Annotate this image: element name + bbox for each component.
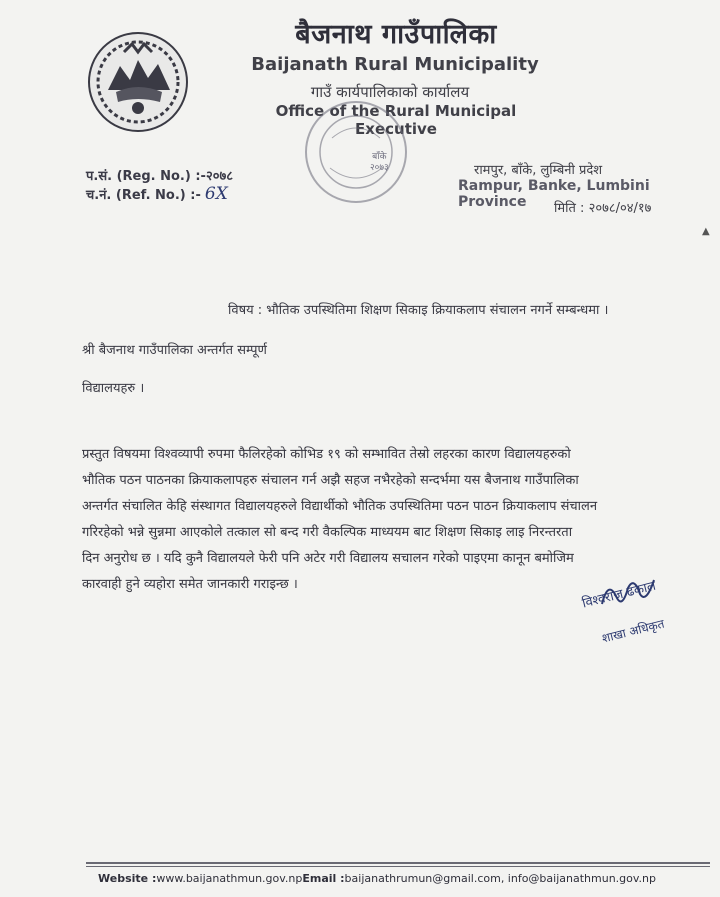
municipality-name-nepali: बैजनाथ गाउँपालिका <box>295 19 497 50</box>
signatory-name: विश्वराज ढकाल <box>580 578 658 612</box>
website-label: Website : <box>98 872 157 885</box>
website-link[interactable]: www.baijanathmun.gov.np <box>156 872 303 885</box>
reg-value: २०७८ <box>205 169 233 184</box>
body-line-6: कारवाही हुने व्यहोरा समेत जानकारी गराइन्छ । <box>82 577 298 592</box>
salutation-line-1: श्री बैजनाथ गाउँपालिका अन्तर्गत सम्पूर्ण <box>82 343 267 358</box>
salutation-line-2: विद्यालयहरु । <box>82 381 145 396</box>
letter-date <box>554 198 651 216</box>
signatory-title: शाखा अधिकृत <box>600 616 666 646</box>
address-english: Rampur, Banke, Lumbini Province <box>458 178 650 210</box>
ref-value: 6X <box>204 184 228 204</box>
reference-number <box>86 184 228 204</box>
municipality-name-english: Baijanath Rural Municipality <box>251 54 539 75</box>
email-label: Email : <box>302 872 345 885</box>
office-name-english: Office of the Rural Municipal Executive <box>275 102 517 138</box>
body-line-5: दिन अनुरोध छ । यदि कुनै विद्यालयले फेरी पनि अटेर गरी विद्यालय सचालन गरेको पाइएमा कानून बमोजिम <box>82 551 574 566</box>
reg-label: प.सं. (Reg. No.) :- <box>86 169 206 184</box>
email-link[interactable]: baijanathrumun@gmail.com, info@baijanathmun.gov.np <box>344 872 656 885</box>
body-line-1: प्रस्तुत विषयमा विश्वव्यापी रुपमा फैलिरहेको कोभिड १९ को सम्भावित तेस्रो लहरका कारण विद्यालयहरुको <box>82 447 571 462</box>
stamp-line-2: २०७३ <box>370 163 389 173</box>
stamp-text <box>370 152 389 174</box>
letter-subject: विषय : भौतिक उपस्थितिमा शिक्षण सिकाइ क्रियाकलाप संचालन नगर्ने सम्बन्धमा । <box>228 303 609 318</box>
ref-label: च.नं. (Ref. No.) :- <box>86 188 201 203</box>
body-line-2: भौतिक पठन पाठनका क्रियाकलापहरु संचालन गर्न अझै सहज नभैरहेको सन्दर्भमा यस बैजनाथ गाउँपालिका <box>82 473 579 488</box>
date-label: मिति : <box>554 201 585 216</box>
stamp-line-1: बाँके <box>372 152 387 162</box>
scan-mark: ▲ <box>702 226 710 237</box>
footer-divider <box>86 862 710 864</box>
office-name-nepali: गाउँ कार्यपालिकाको कार्यालय <box>310 83 470 101</box>
body-line-4: गरिरहेको भन्ने सुन्नमा आएकोले तत्काल सो बन्द गरी वैकल्पिक माध्ययम बाट शिक्षण सिकाइ लाइ निरन्तरता <box>82 525 573 540</box>
date-value: २०७८/०४/१७ <box>588 201 652 216</box>
address-nepali: रामपुर, बाँके, लुम्बिनी प्रदेश <box>474 163 603 178</box>
nepal-emblem-icon <box>86 30 190 134</box>
body-line-3: अन्तर्गत संचालित केहि संस्थागत विद्यालयहरुले विद्यार्थीको भौतिक उपस्थितिमा पठन पाठन क्रियाकलाप संचालन <box>82 499 598 514</box>
footer-contact <box>98 872 656 885</box>
registration-number <box>86 166 233 184</box>
footer-divider-thin <box>86 866 710 867</box>
office-stamp-icon <box>302 98 410 206</box>
